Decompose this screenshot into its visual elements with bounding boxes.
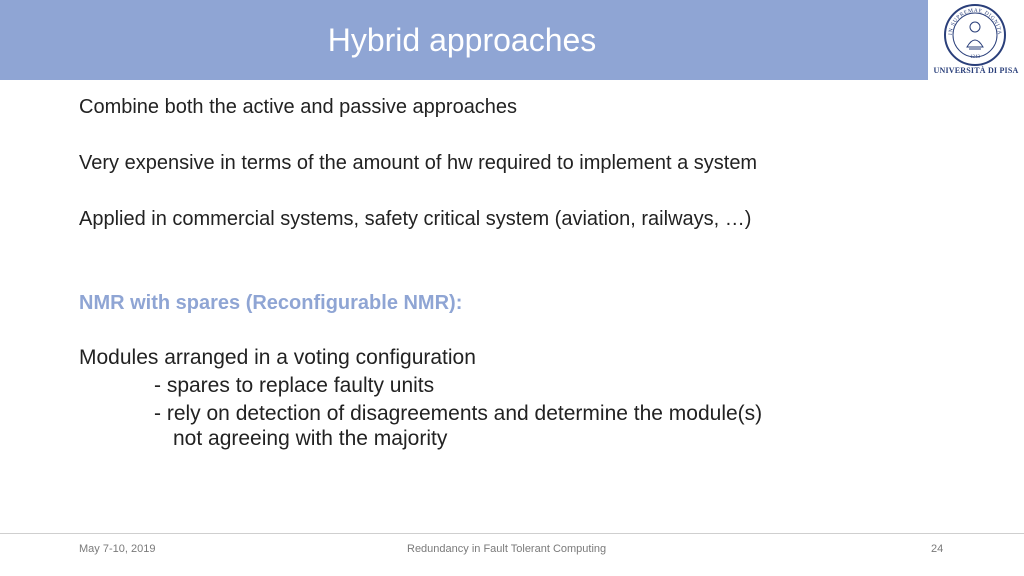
section-heading: NMR with spares (Reconfigurable NMR): <box>79 292 463 314</box>
text-line-expensive: Very expensive in terms of the amount of hw required to implement a system <box>79 152 758 174</box>
seal-inscription: IN SUPREMAE DIGNITA <box>947 7 1003 36</box>
svg-text:IN SUPREMAE DIGNITATIS <box>943 3 1002 35</box>
bullet-spares: - spares to replace faulty units <box>154 374 435 397</box>
slide-title: Hybrid approaches <box>327 21 597 58</box>
page-number: 24 <box>931 543 944 555</box>
bullet-rely: - rely on detection of disagreements and determine the module(s) <box>154 402 763 425</box>
logo-text: UNIVERSITÀ DI PISA <box>933 66 1019 75</box>
footer-date: May 7-10, 2019 <box>79 543 156 555</box>
bullet-rely-continuation: not agreeing with the majority <box>173 427 448 450</box>
footer-course: Redundancy in Fault Tolerant Computing <box>407 543 607 555</box>
text-line-applied: Applied in commercial systems, safety critical system (aviation, railways, …) <box>79 208 752 230</box>
text-line-modules: Modules arranged in a voting configuration <box>79 346 476 369</box>
university-logo <box>928 0 1024 80</box>
seal-year: 1343 <box>970 55 980 60</box>
footer-divider <box>0 533 1024 534</box>
seal-icon <box>943 3 1007 67</box>
text-line-combine: Combine both the active and passive approaches <box>79 96 518 118</box>
